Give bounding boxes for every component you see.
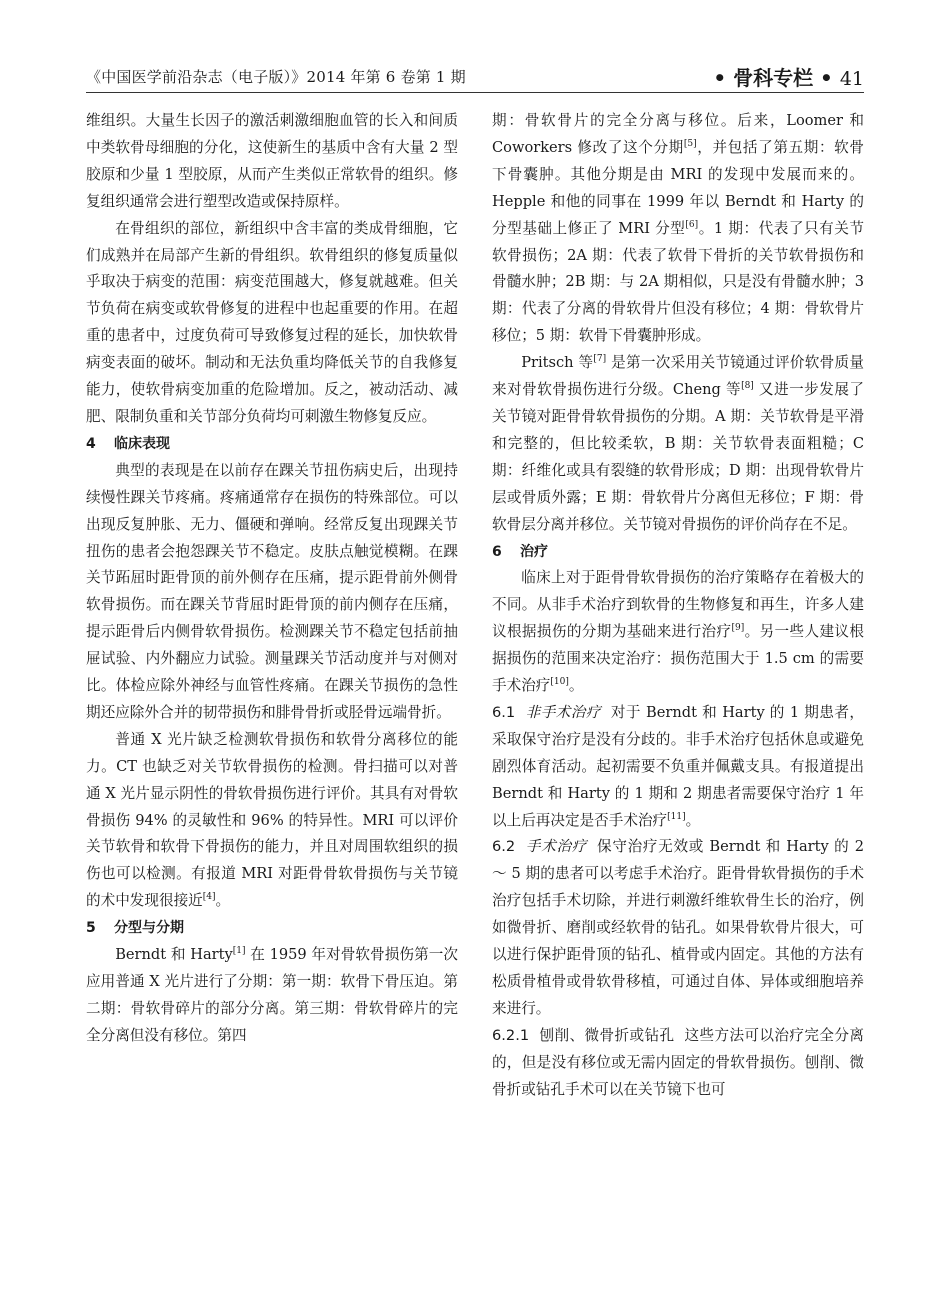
citation-ref: [11] bbox=[667, 811, 686, 822]
journal-citation: 《中国医学前沿杂志（电子版）》2014 年第 6 卷第 1 期 bbox=[86, 68, 466, 86]
running-header bbox=[86, 62, 864, 93]
section-heading-classification: 5 分型与分期 bbox=[86, 920, 184, 937]
citation-ref: [1] bbox=[232, 946, 246, 957]
citation-ref: [6] bbox=[685, 219, 699, 230]
section-heading-clinical: 4 临床表现 bbox=[86, 435, 170, 452]
citation-ref: [10] bbox=[550, 677, 569, 688]
subsection-debridement: 6.2.1 刨削、微骨折或钻孔 这些方法可以治疗完全分离的，但是没有移位或无需内固定的骨软骨损伤。刨削、微骨折或钻孔手术可以在关节镜下也可 bbox=[492, 1026, 864, 1098]
paragraph: Pritsch 等[7] 是第一次采用关节镜通过评价软骨质量来对骨软骨损伤进行分级。Cheng 等[8] 又进一步发展了关节镜对距骨骨软骨损伤的分期。A 期：关节软骨是平滑和完整的，但比较柔软，B 期：关节软骨表面粗糙；C 期：纤维化或具有裂缝的软骨形成；D 期：出现骨软骨片层或骨质外露；E 期：骨软骨片分离但无移位；F 期：骨软骨层分离并移位。关节镜对骨损伤的评价尚存在不足。 bbox=[492, 354, 865, 533]
paragraph: 临床上对于距骨骨软骨损伤的治疗策略存在着极大的不同。从非手术治疗到软骨的生物修复和再生，许多人建议根据损伤的分期为基础来进行治疗[9]。另一些人建议根据损伤的范围来决定治疗：损伤范围大于 1.5 cm 的需要手术治疗[10]。 bbox=[492, 569, 864, 695]
paragraph: 普通 X 光片缺乏检测软骨损伤和软骨分离移位的能力。CT 也缺乏对关节软骨损伤的检测。骨扫描可以对普通 X 光片显示阴性的骨软骨损伤进行评价。其具有对骨软骨损伤 94% 的灵敏性和 96% 的特异性。MRI 可以评价关节软骨和软骨下骨损伤的能力，并且对周围软组织的损伤也可以检测。有报道 MRI 对距骨骨软骨损伤与关节镜的术中发现很接近[4]。 bbox=[86, 730, 458, 910]
citation-ref: [9] bbox=[731, 623, 745, 634]
section-label: • 骨科专栏 • bbox=[713, 66, 833, 90]
citation-ref: [7] bbox=[593, 354, 607, 365]
subsection-surgical: 6.2 手术治疗 保守治疗无效或 Berndt 和 Harty 的 2 ～ 5 期的患者可以考虑手术治疗。距骨骨软骨损伤的手术治疗包括手术切除，并进行刺激纤维软骨生长的治疗，例如微骨折、磨削或经软骨的钻孔。如果骨软骨片很大，可以进行保护距骨顶的钻孔、植骨或内固定。其他的方法有松质骨植骨或骨软骨移植，可通过自体、异体或细胞培养来进行。 bbox=[492, 838, 864, 1017]
paragraph: 典型的表现是在以前存在踝关节扭伤病史后，出现持续慢性踝关节疼痛。疼痛通常存在损伤的特殊部位。可以出现反复肿胀、无力、僵硬和弹响。经常反复出现踝关节扭伤的患者会抱怨踝关节不稳定。皮肤点触觉模糊。在踝关节跖屈时距骨顶的前外侧存在压痛，提示距骨前外侧骨软骨损伤。而在踝关节背屈时距骨顶的前内侧存在压痛，提示距骨后内侧骨软骨损伤。检测踝关节不稳定包括前抽屉试验、内外翻应力试验。测量踝关节活动度并与对侧对比。体检应除外神经与血管性疼痛。在踝关节损伤的急性期还应除外合并的韧带损伤和腓骨骨折或胫骨远端骨折。 bbox=[86, 461, 458, 721]
section-label-and-page bbox=[713, 62, 864, 91]
paragraph: 在骨组织的部位，新组织中含丰富的类成骨细胞，它们成熟并在局部产生新的骨组织。软骨组织的修复质量似乎取决于病变的范围：病变范围越大，修复就越难。但关节负荷在病变或软骨修复的进程中也起重要的作用。在超重的患者中，过度负荷可导致修复过程的延长，加快软骨病变表面的破坏。制动和无法负重均降低关节的自我修复能力，使软骨病变加重的危险增加。反之，被动活动、减肥、限制负重和关节部分负荷均可刺激生物修复反应。 bbox=[86, 219, 458, 425]
left-column bbox=[86, 108, 458, 1050]
page-number: 41 bbox=[839, 68, 864, 90]
right-column bbox=[492, 108, 864, 1104]
citation-ref: [5] bbox=[683, 139, 697, 150]
subsection-nonsurgical: 6.1 非手术治疗 对于 Berndt 和 Harty 的 1 期患者，采取保守治疗是没有分歧的。非手术治疗包括休息或避免剧烈体育活动。起初需要不负重并佩戴支具。有报道提出 Berndt 和 Harty 的 1 期和 2 期患者需要保守治疗 1 年以上后再决定是否手术治疗[11]。 bbox=[492, 703, 864, 829]
paragraph: Berndt 和 Harty[1] 在 1959 年对骨软骨损伤第一次应用普通 X 光片进行了分期：第一期：软骨下骨压迫。第二期：骨软骨碎片的部分分离。第三期：骨软骨碎片的完全分离但没有移位。第四 bbox=[86, 946, 459, 1044]
section-heading-treatment: 6 治疗 bbox=[492, 543, 548, 560]
citation-ref: [8] bbox=[741, 381, 754, 392]
citation-ref: [4] bbox=[202, 892, 216, 903]
paragraph: 维组织。大量生长因子的激活刺激细胞血管的长入和间质中类软骨母细胞的分化，这使新生的基质中含有大量 2 型胶原和少量 1 型胶原，从而产生类似正常软骨的组织。修复组织通常会进行塑型改造或保持原样。 bbox=[86, 112, 458, 210]
paragraph: 期：骨软骨片的完全分离与移位。后来，Loomer 和 Coworkers 修改了这个分期[5]，并包括了第五期：软骨下骨囊肿。其他分期是由 MRI 的发现中发展而来的。Hepple 和他的同事在 1999 年以 Berndt 和 Harty 的分型基础上修正了 MRI 分型[6]。1 期：代表了只有关节软骨损伤；2A 期：代表了软骨下骨折的关节软骨损伤和骨髓水肿；2B 期：与 2A 期相似，只是没有骨髓水肿；3 期：代表了分离的骨软骨片但没有移位；4 期：骨软骨片移位；5 期：软骨下骨囊肿形成。 bbox=[492, 112, 864, 345]
